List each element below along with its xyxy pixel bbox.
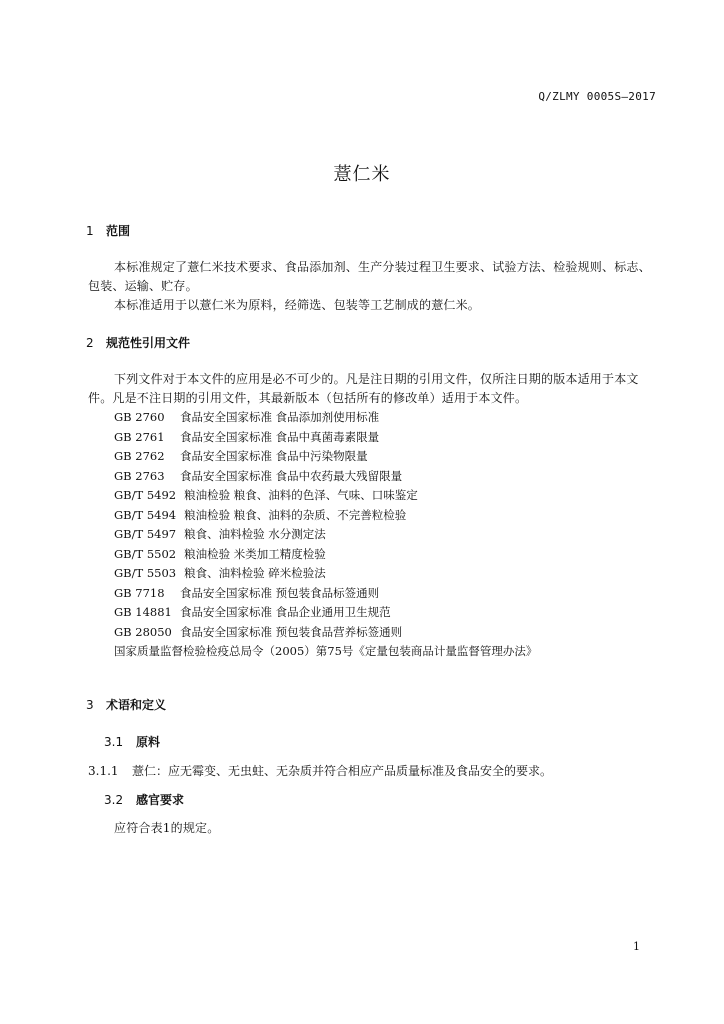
standard-code: Q/ZLMY 0005S—2017 [538,90,656,103]
reference-item: GB 2763 食品安全国家标准 食品中农药最大残留限量 [114,468,403,483]
clause-3-1-1-text: 薏仁：应无霉变、无虫蛀、无杂质并符合相应产品质量标准及食品安全的要求。 [132,764,553,778]
document-title: 薏仁米 [333,164,391,185]
clause-3-1-1 [88,762,552,779]
section-2-heading [86,334,190,351]
section-1-title: 范围 [106,224,131,238]
section-1-heading [86,222,130,239]
reference-item: GB/T 5497 粮食、油料检验 水分测定法 [114,527,326,541]
section-1-number: 1 [86,224,94,238]
section-3-2-title: 感官要求 [136,793,185,807]
reference-item: GB 28050 食品安全国家标准 预包装食品营养标签通则 [114,624,403,639]
reference-item: GB/T 5503 粮食、油料检验 碎米检验法 [114,566,326,580]
normative-intro-paragraph: 下列文件对于本文件的应用是必不可少的。凡是注日期的引用文件，仅所注日期的版本适用于本文件。凡是不注日期的引用文件，其最新版本（包括所有的修改单）适用于本文件。 [88,372,639,405]
reference-item: GB 2760 食品安全国家标准 食品添加剂使用标准 [114,410,380,424]
clause-3-1-1-number: 3.1.1 [88,764,119,778]
section-2-number: 2 [86,336,94,350]
section-3-1-title: 原料 [136,735,161,749]
reference-item: GB/T 5494 粮油检验 粮食、油料的杂质、不完善粒检验 [114,507,407,522]
reference-item: GB 2761 食品安全国家标准 食品中真菌毒素限量 [114,429,380,444]
reference-item: GB/T 5492 粮油检验 粮食、油料的色泽、气味、口味鉴定 [114,488,418,502]
page-number: 1 [633,940,640,953]
scope-paragraph-1: 本标准规定了薏仁米技术要求、食品添加剂、生产分装过程卫生要求、试验方法、检验规则、标志、包装、运输、贮存。 [88,260,651,293]
section-3-number: 3 [86,698,94,712]
section-2-title: 规范性引用文件 [106,336,191,350]
sensory-requirement-text: 应符合表1的规定。 [114,821,220,835]
section-3-title: 术语和定义 [106,698,167,712]
reference-item: GB 2762 食品安全国家标准 食品中污染物限量 [114,449,368,463]
section-3-1-number: 3.1 [104,735,124,749]
scope-paragraph-2: 本标准适用于以薏仁米为原料，经筛选、包装等工艺制成的薏仁米。 [114,298,481,312]
normative-reference-list [114,408,537,662]
section-3-heading [86,696,166,713]
reference-item: GB 7718 食品安全国家标准 预包装食品标签通则 [114,585,380,600]
reference-item: GB/T 5502 粮油检验 米类加工精度检验 [114,546,326,561]
section-3-2-heading [104,791,184,808]
reference-item: GB 14881 食品安全国家标准 食品企业通用卫生规范 [114,605,391,619]
section-3-2-number: 3.2 [104,793,124,807]
section-3-1-heading [104,733,160,750]
reference-item: 国家质量监督检验检疫总局令（2005）第75号《定量包装商品计量监督管理办法》 [114,644,538,658]
